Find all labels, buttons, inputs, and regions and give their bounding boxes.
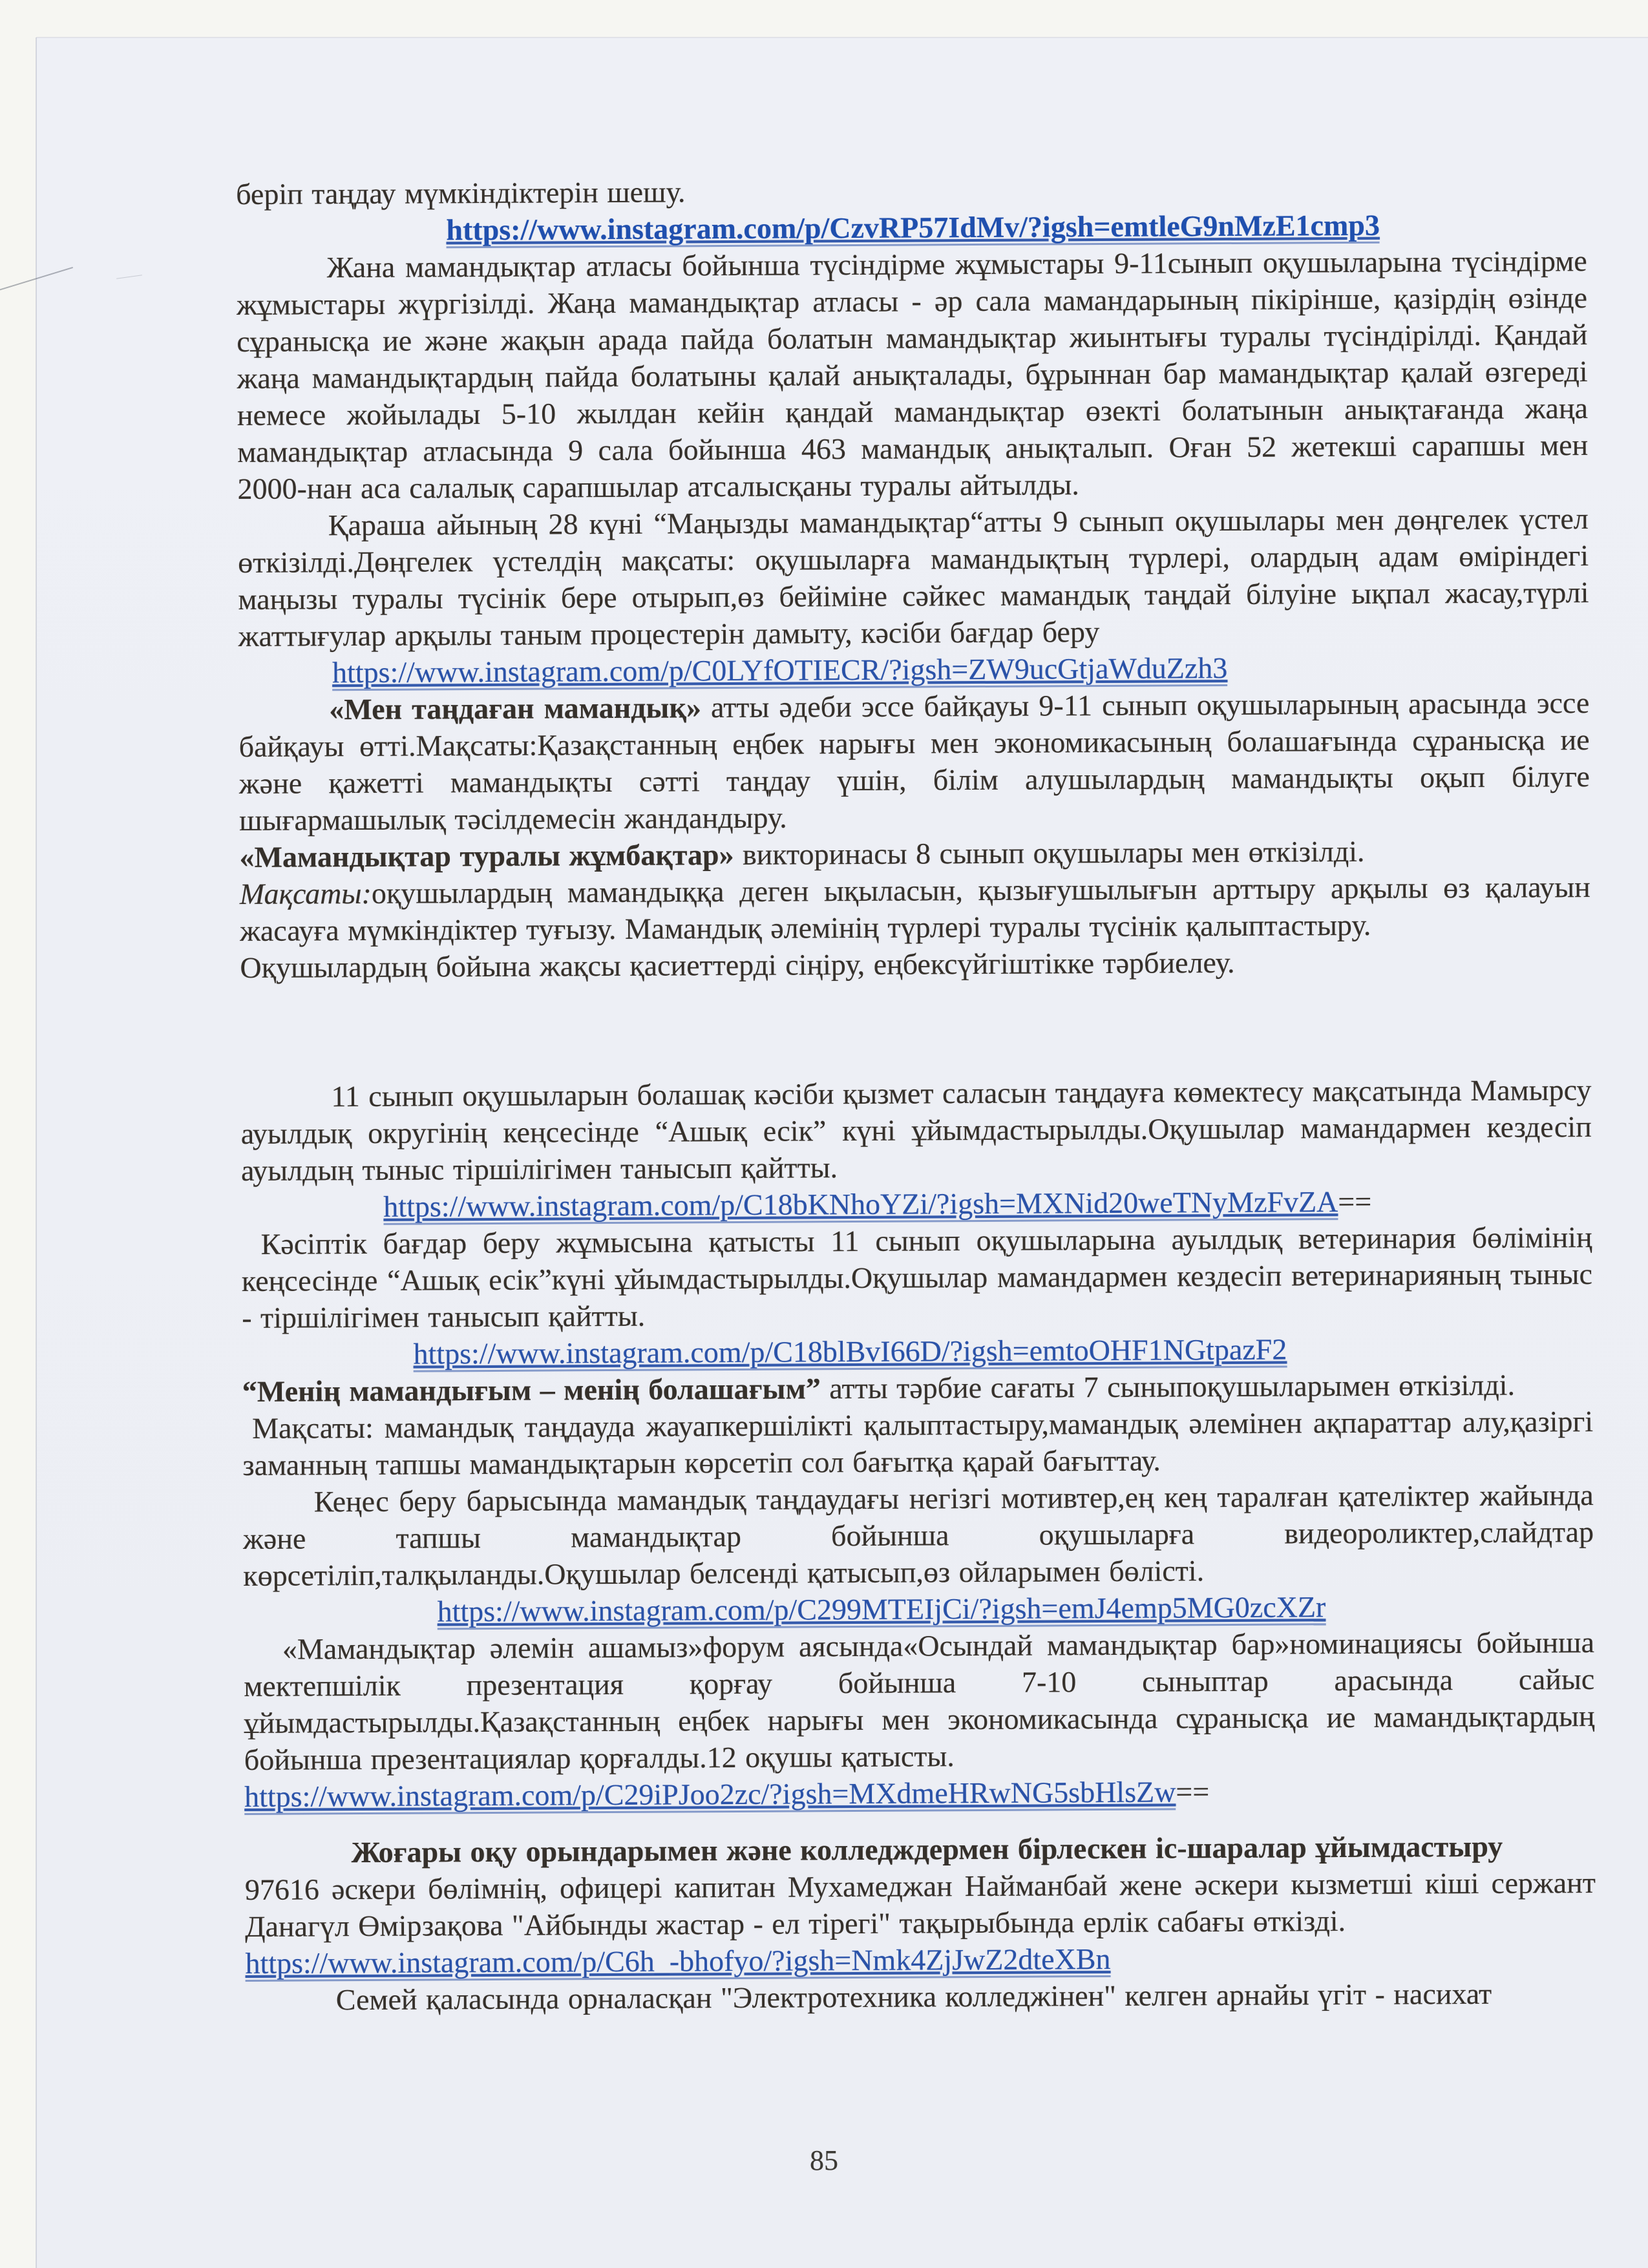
instagram-link[interactable]: https://www.instagram.com/p/C18bKNhoYZi/?igsh=MXNid20weTNyMzFvZA bbox=[383, 1185, 1338, 1225]
text-segment: беріп таңдау мүмкіндіктерін шешу. bbox=[236, 175, 686, 211]
text-segment: Семей қаласында орналасқан "Электротехника колледжінен" келген арнайы үгіт - насихат bbox=[335, 1977, 1492, 2017]
semey-college-paragraph bbox=[246, 1975, 1596, 2019]
veterinary-paragraph bbox=[242, 1219, 1593, 1336]
military-lesson-paragraph bbox=[245, 1864, 1596, 1945]
instagram-link[interactable]: https://www.instagram.com/p/C0LYfOTIECR/?igsh=ZW9ucGtjaWduZzh3 bbox=[332, 651, 1228, 691]
quiz-goal-paragraph bbox=[240, 868, 1591, 949]
instagram-link[interactable]: https://www.instagram.com/p/C299MTEIjCi/?igsh=emJ4emp5MG0zcXZr bbox=[438, 1590, 1326, 1630]
text-segment: Кеңес беру барысында мамандық таңдаудағы негізгі мотивтер,ең кең таралған қателіктер жайында және тапшы мамандықтар бойынша оқушыларға видеороликтер,слайдтар көрсетіліп,талқыланды.Оқушылар белсенді қатысып,өз ойларымен бөлісті. bbox=[242, 1478, 1594, 1592]
document-body bbox=[236, 169, 1596, 2019]
text-segment: «Мамандықтар әлемін ашамыз»форум аясында«Осындай мамандықтар бар»номинациясы бойынша мектепшілік презентация қорғау бойынша 7-10 сыныптар арасында сайыс ұйымдастырылды.Қазақстанның еңбек нарығы мен экономикасында сұранысқа ие мамандықтардың бойынша презентациялар қорғалды.12 оқушы қатысты. bbox=[244, 1626, 1595, 1776]
instagram-link[interactable]: https://www.instagram.com/p/C18blBvI66D/?igsh=emtoOHF1NGtpazF2 bbox=[413, 1333, 1287, 1372]
open-door-paragraph bbox=[240, 1071, 1592, 1189]
atlas-paragraph bbox=[237, 242, 1589, 507]
counseling-paragraph bbox=[243, 1476, 1594, 1594]
text-segment: 11 сынып оқушыларын болашақ кәсіби қызмет саласын таңдауға көмектесу мақсатында Мамырсу ауылдық округінің кеңсесінде “Ашық есік” күні ұйымдастырылды.Оқушылар мамандармен кездесіп ауылдың тыныс тіршілігімен танысып қайтты. bbox=[240, 1073, 1592, 1187]
blank-gap-1 bbox=[240, 979, 1592, 1078]
instagram-link[interactable]: https://www.instagram.com/p/C6h_-bhofyo/?igsh=Nmk4ZjJwZ2dteXBn bbox=[245, 1942, 1110, 1982]
text-segment: оқушылардың мамандыққа деген ықыласын, қызығушылығын арттыру арқылы өз қалауын жасауға мүмкіндіктер туғызу. Мамандық әлемінің түрлері туралы түсінік қалыптастыру. bbox=[239, 870, 1590, 947]
text-segment: Жоғары оқу орындарымен және колледждермен бірлескен іс-шаралар ұйымдастыру bbox=[351, 1829, 1503, 1869]
class-hour-goal-paragraph bbox=[242, 1403, 1594, 1484]
text-segment: == bbox=[1338, 1184, 1372, 1219]
scan-top-edge-line bbox=[36, 37, 1648, 38]
text-segment: Мақсаты: bbox=[239, 876, 372, 910]
text-segment: Қараша айының 28 күні “Маңызды мамандықтар“атты 9 сынып оқушылары мен дөңгелек үстел өткізілді.Дөңгелек үстелдің мақсаты: оқушыларға мамандықтың түрлері, олардың адам өміріндегі маңызы туралы түсінік бере отырып,өз бейіміне сәйкес мамандық таңдай білуіне ықпал жасау,түрлі жаттығулар арқылы таным процестерін дамыту, кәсіби бағдар беру bbox=[238, 502, 1589, 653]
text-segment: «Мен таңдаған мамандық» bbox=[329, 691, 702, 726]
scan-page-edge-line bbox=[36, 37, 37, 2268]
text-segment: == bbox=[1176, 1775, 1210, 1809]
text-segment: Жана мамандықтар атласы бойынша түсіндірме жұмыстары 9-11сынып оқушыларына түсіндірме жұмыстары жүргізілді. Жаңа мамандықтар атласы - әр сала мамандарының пікірінше, қазірдің өзінде сұранысқа ие және жақын арада пайда болатын мамандықтар жиынтығы туралы түсіндірілді. Қандай жаңа мамандықтардың пайда болатыны қалай анықталады, бұрыннан бар мамандықтар қалай өзгереді немесе жойылады 5-10 жылдан кейін қандай мамандықтар өзекті болатынын анықтағанда жаңа мамандықтар атласында 9 сала бойынша 463 мамандық анықталып. Оған 52 жетекші сарапшы мен 2000-нан аса салалық сарапшылар атсалысқаны туралы айтылды. bbox=[236, 244, 1589, 505]
text-segment: Кәсіптік бағдар беру жұмысына қатысты 11 сынып оқушыларына ауылдық ветеринария бөлімінің кеңсесінде “Ашық есік”күні ұйымдастырылды.Оқушылар мамандармен кездесіп ветеринарияның тыныс - тіршілігімен танысып қайтты. bbox=[241, 1221, 1593, 1334]
text-segment: «Мамандықтар туралы жұмбақтар» bbox=[239, 837, 734, 874]
text-segment: Мақсаты: мамандық таңдауда жауапкершілікті қалыптастыру,мамандық әлемінен ақпараттар алу,қазіргі заманның тапшы мамандықтарын көрсетіп сол бағытқа қарай бағыттау. bbox=[242, 1405, 1594, 1482]
text-segment: атты әдеби эссе байқауы 9-11 сынып оқушыларының арасында эссе байқауы өтті.Мақсаты:Қазақстанның еңбек нарығы мен экономикасының болашағында сұранысқа ие және қажетті мамандықты сәтті таңдау үшін, білім алушылардың мамандықты оқып білуге шығармашылық тәсілдемесін жандандыру. bbox=[238, 686, 1590, 837]
page-number: 85 bbox=[810, 2145, 838, 2176]
instagram-link[interactable]: https://www.instagram.com/p/CzvRP57IdMv/?igsh=emtleG9nMzE1cmp3 bbox=[446, 209, 1380, 249]
text-segment: 97616 әскери бөлімнің, офицері капитан Мухамеджан Найманбай жене әскери кызметші кіші сержант Данагүл Өмірзақова "Айбынды жастар - ел тірегі" тақырыбында ерлік сабағы өткізді. bbox=[244, 1866, 1596, 1943]
instagram-link[interactable]: https://www.instagram.com/p/C29iPJoo2zc/?igsh=MXdmeHRwNG5sbHlsZw bbox=[244, 1775, 1176, 1815]
text-segment: атты тәрбие сағаты 7 сыныпоқушыларымен өткізілді. bbox=[820, 1368, 1516, 1405]
forum-paragraph bbox=[244, 1624, 1595, 1778]
text-segment: викторинасы 8 сынып оқушылары мен өткізілді. bbox=[734, 834, 1365, 871]
round-table-paragraph bbox=[238, 500, 1589, 655]
essay-contest-paragraph bbox=[238, 684, 1590, 839]
text-segment: Оқушылардың бойына жақсы қасиеттерді сіңіру, еңбексүйгіштікке тәрбиелеу. bbox=[240, 945, 1235, 984]
text-segment: “Менің мамандығым – менің болашағым” bbox=[242, 1372, 821, 1408]
